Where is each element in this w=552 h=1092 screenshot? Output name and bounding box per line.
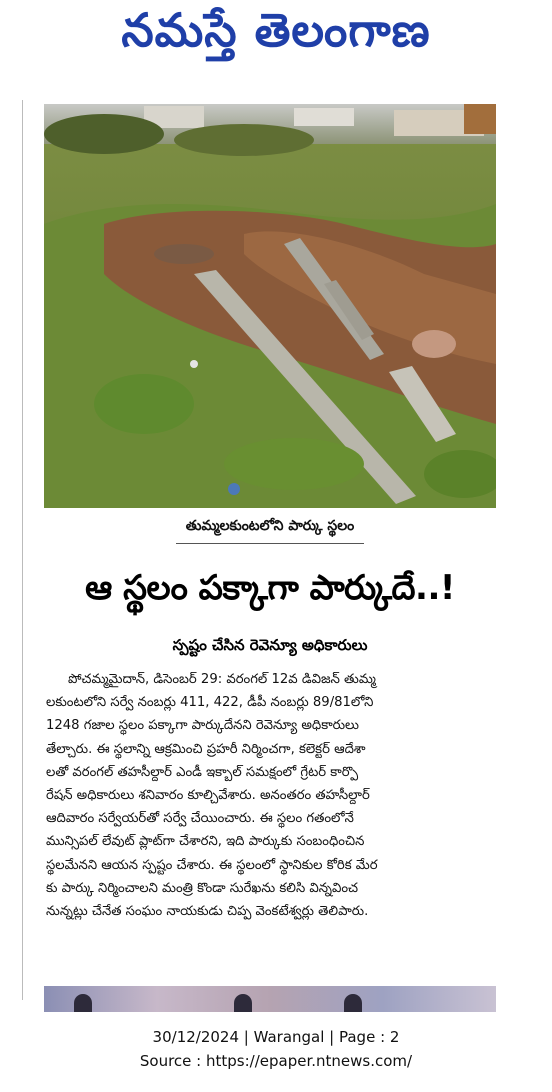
- article-line: మున్సిపల్ లేవుట్ ప్లాట్‌గా చేశారని, ఇది పార్కుకు సంబంధించిన: [46, 834, 365, 850]
- photo-caption-container: [44, 514, 496, 550]
- footer-date-line: 30/12/2024 | Warangal | Page : 2: [152, 1028, 400, 1046]
- photo-of-vacant-land-icon: [44, 104, 496, 508]
- article-line: ఆదివారం సర్వేయర్‌తో సర్వే చేయించారు. ఈ స్థలం గతంలోనే: [46, 811, 354, 827]
- masthead: [0, 0, 552, 72]
- article-line: 1248 గజాల స్థలం పక్కాగా పార్కుదేనని రెవెన్యూ అధికారులు: [46, 718, 359, 734]
- article-headline: ఆ స్థలం పక్కాగా పార్కుదే..!: [85, 568, 455, 608]
- person-silhouette-icon: [344, 994, 362, 1012]
- newspaper-title: నమస్తే తెలంగాణ: [121, 3, 431, 57]
- article-line: కు పార్కు నిర్మించాలని మంత్రి కొండా సురేఖను కలిసి విన్నవించ: [46, 880, 359, 896]
- article-line: నున్నట్లు చేనేత సంఘం నాయకుడు చిప్ప వెంకటేశ్వర్లు తెలిపారు.: [46, 904, 369, 920]
- article-subheadline: స్పష్టం చేసిన రెవెన్యూ అధికారులు: [172, 636, 368, 654]
- article-line: స్థలమేనని ఆయన స్పష్టం చేశారు. ఈ స్థలంలో స్థానికుల కోరిక మేర: [46, 857, 378, 873]
- column-divider: [22, 100, 23, 1000]
- person-silhouette-icon: [234, 994, 252, 1012]
- article-line: లతో వరంగల్ తహసీల్దార్ ఎండీ ఇక్బాల్ సమక్షంలో గ్రేటర్ కార్పొ: [46, 764, 359, 780]
- article-line: రేషన్ అధికారులు శనివారం కూల్చివేశారు. అనంతరం తహసీల్దార్: [46, 788, 370, 804]
- footer-source-line: Source : https://epaper.ntnews.com/: [139, 1052, 413, 1070]
- article-line: పోచమ్మమైదాన్, డిసెంబర్ 29: వరంగల్ 12వ డివిజన్ తుమ్మ: [68, 672, 376, 687]
- photo-caption: తుమ్మలకుంటలోని పార్కు స్థలం: [176, 514, 364, 544]
- next-article-photo-strip: [44, 986, 496, 1012]
- article-body: [46, 668, 494, 923]
- news-photo: [44, 104, 496, 508]
- article-line: తేల్చారు. ఈ స్థలాన్ని ఆక్రమించి ప్రహరీ నిర్మించగా, కలెక్టర్ ఆదేశా: [46, 741, 366, 757]
- article-line: లకుంటలోని సర్వే నంబర్లు 411, 422, డీపీ నంబర్లు 89/81లోని: [46, 695, 374, 711]
- person-silhouette-icon: [74, 994, 92, 1012]
